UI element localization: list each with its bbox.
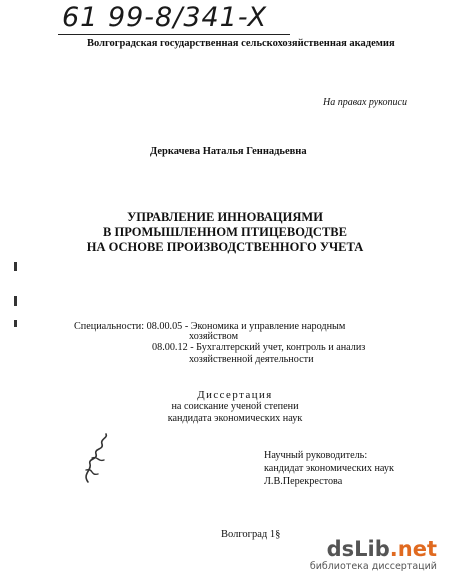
- dissertation-degree: кандидата экономических наук: [167, 413, 303, 424]
- academy-name: Волгоградская государственная сельскохозяйственная академия: [87, 38, 395, 49]
- watermark-subtitle: библиотека диссертаций: [309, 561, 437, 572]
- inventory-number: 61 99-8/341-X: [62, 2, 268, 33]
- watermark-brand-suffix: .net: [389, 537, 437, 561]
- dissertation-purpose: на соискание ученой степени: [171, 401, 299, 412]
- dissertation-title: [40, 210, 410, 255]
- title-line-2: В ПРОМЫШЛЕННОМ ПТИЦЕВОДСТВЕ: [103, 225, 347, 239]
- watermark-brand-main: dsLib: [326, 537, 390, 561]
- handwritten-signature: [78, 430, 118, 490]
- title-line-3: НА ОСНОВЕ ПРОИЗВОДСТВЕННОГО УЧЕТА: [86, 240, 364, 254]
- watermark-brand: [327, 537, 437, 561]
- rights-note: На правах рукописи: [323, 97, 407, 108]
- inventory-underline: [58, 34, 290, 35]
- author-name: Деркачева Наталья Геннадьевна: [150, 146, 307, 157]
- title-line-1: УПРАВЛЕНИЕ ИННОВАЦИЯМИ: [127, 210, 323, 224]
- specialty-line-2-cont: хозяйственной деятельности: [189, 354, 314, 365]
- margin-mark: [14, 262, 17, 271]
- city-year: Волгоград 1§: [221, 529, 281, 540]
- supervisor-label: Научный руководитель:: [264, 450, 368, 461]
- dissertation-block: [150, 389, 320, 425]
- dissertation-type: Диссертация: [197, 389, 273, 401]
- dslib-watermark: [301, 537, 441, 577]
- specialty-line-1-cont: хозяйством: [189, 331, 239, 342]
- supervisor-name: Л.В.Перекрестова: [264, 476, 343, 487]
- supervisor-block: [264, 449, 394, 488]
- margin-mark: [14, 296, 17, 306]
- supervisor-title: кандидат экономических наук: [264, 463, 394, 474]
- margin-mark: [14, 320, 17, 327]
- specialty-line-2: 08.00.12 - Бухгалтерский учет, контроль и анализ: [152, 342, 366, 353]
- specialty-line-1: Специальности: 08.00.05 - Экономика и управление народным: [74, 321, 346, 332]
